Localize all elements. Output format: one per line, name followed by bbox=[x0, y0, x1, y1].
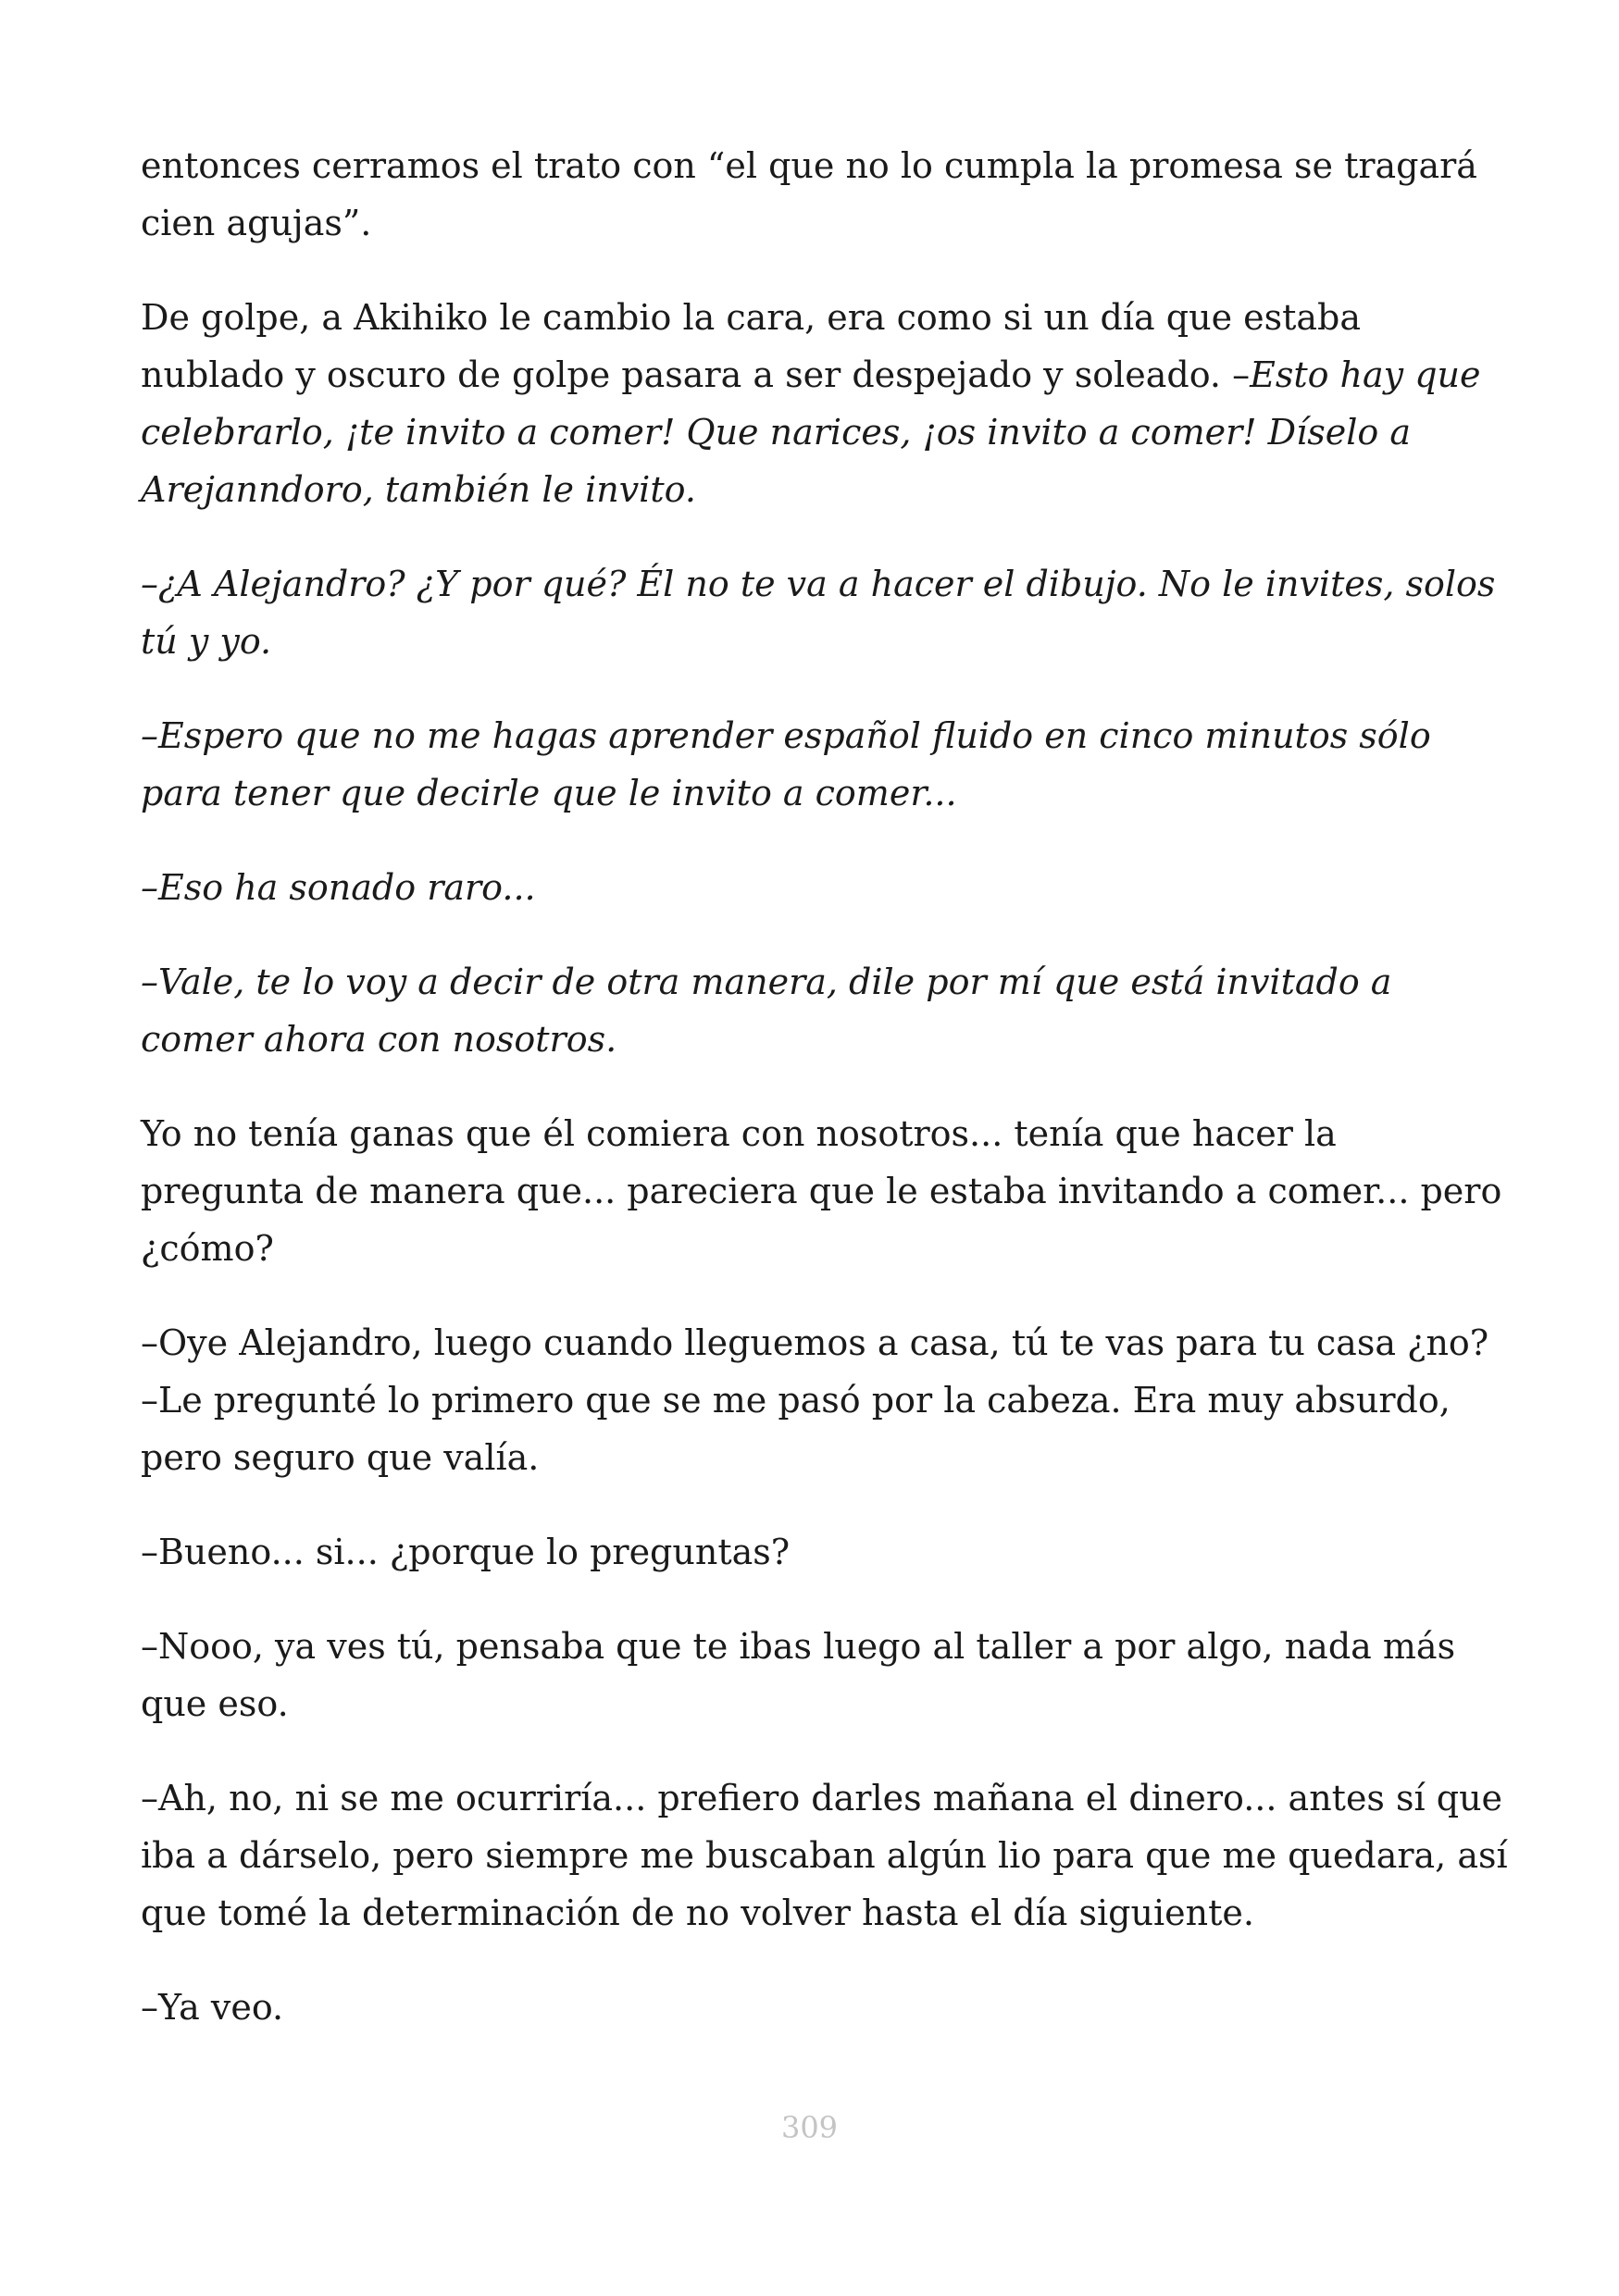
paragraph-3 bbox=[141, 555, 1511, 670]
paragraph-11 bbox=[141, 1769, 1511, 1942]
paragraph-6-italic-text: –Vale, te lo voy a decir de otra manera, dile por mí que está invitado a comer ahora con nosotros. bbox=[141, 962, 1392, 1060]
paragraph-10-text: –Nooo, ya ves tú, pensaba que te ibas luego al taller a por algo, nada más que eso. bbox=[141, 1626, 1456, 1724]
paragraph-4-italic-text: –Espero que no me hagas aprender español fluido en cinco minutos sólo para tener que decirle que le invito a comer... bbox=[141, 715, 1431, 813]
paragraph-3-italic-text: –¿A Alejandro? ¿Y por qué? Él no te va a hacer el dibujo. No le invites, solos tú y yo. bbox=[141, 564, 1496, 662]
paragraph-2-text: De golpe, a Akihiko le cambio la cara, era como si un día que estaba nublado y oscuro de golpe pasara a ser despejado y soleado. – bbox=[141, 297, 1362, 395]
paragraph-12 bbox=[141, 1979, 1511, 2036]
paragraph-9 bbox=[141, 1523, 1511, 1581]
page-number: 309 bbox=[780, 2110, 839, 2145]
paragraph-9-text: –Bueno... si... ¿porque lo preguntas? bbox=[141, 1532, 791, 1572]
paragraph-2 bbox=[141, 289, 1511, 518]
paragraph-8 bbox=[141, 1314, 1511, 1486]
paragraph-2-italic-text: Esto hay que celebrarlo, ¡te invito a comer! Que narices, ¡os invito a comer! Díselo a Arejanndoro, también le invito. bbox=[141, 354, 1481, 510]
paragraph-11-text: –Ah, no, ni se me ocurriría... prefiero darles mañana el dinero... antes sí que iba a dárselo, pero siempre me buscaban algún lio para que me quedara, así que tomé la determinación de no volver hasta el día siguiente. bbox=[141, 1778, 1508, 1933]
text-column bbox=[141, 137, 1511, 2073]
paragraph-6 bbox=[141, 953, 1511, 1068]
paragraph-5-italic-text: –Eso ha sonado raro... bbox=[141, 867, 536, 908]
paragraph-10 bbox=[141, 1618, 1511, 1732]
paragraph-1-text: entonces cerramos el trato con “el que no lo cumpla la promesa se tragará cien agujas”. bbox=[141, 145, 1477, 243]
paragraph-7 bbox=[141, 1105, 1511, 1277]
paragraph-4 bbox=[141, 707, 1511, 822]
paragraph-12-text: –Ya veo. bbox=[141, 1987, 284, 2028]
paragraph-7-text: Yo no tenía ganas que él comiera con nosotros... tenía que hacer la pregunta de manera que... pareciera que le estaba invitando a comer... pero ¿cómo? bbox=[141, 1113, 1502, 1269]
paragraph-5 bbox=[141, 859, 1511, 916]
paragraph-8-text: –Oye Alejandro, luego cuando lleguemos a casa, tú te vas para tu casa ¿no? –Le pregunté lo primero que se me pasó por la cabeza. Era muy absurdo, pero seguro que valía. bbox=[141, 1322, 1489, 1478]
paragraph-1 bbox=[141, 137, 1511, 252]
